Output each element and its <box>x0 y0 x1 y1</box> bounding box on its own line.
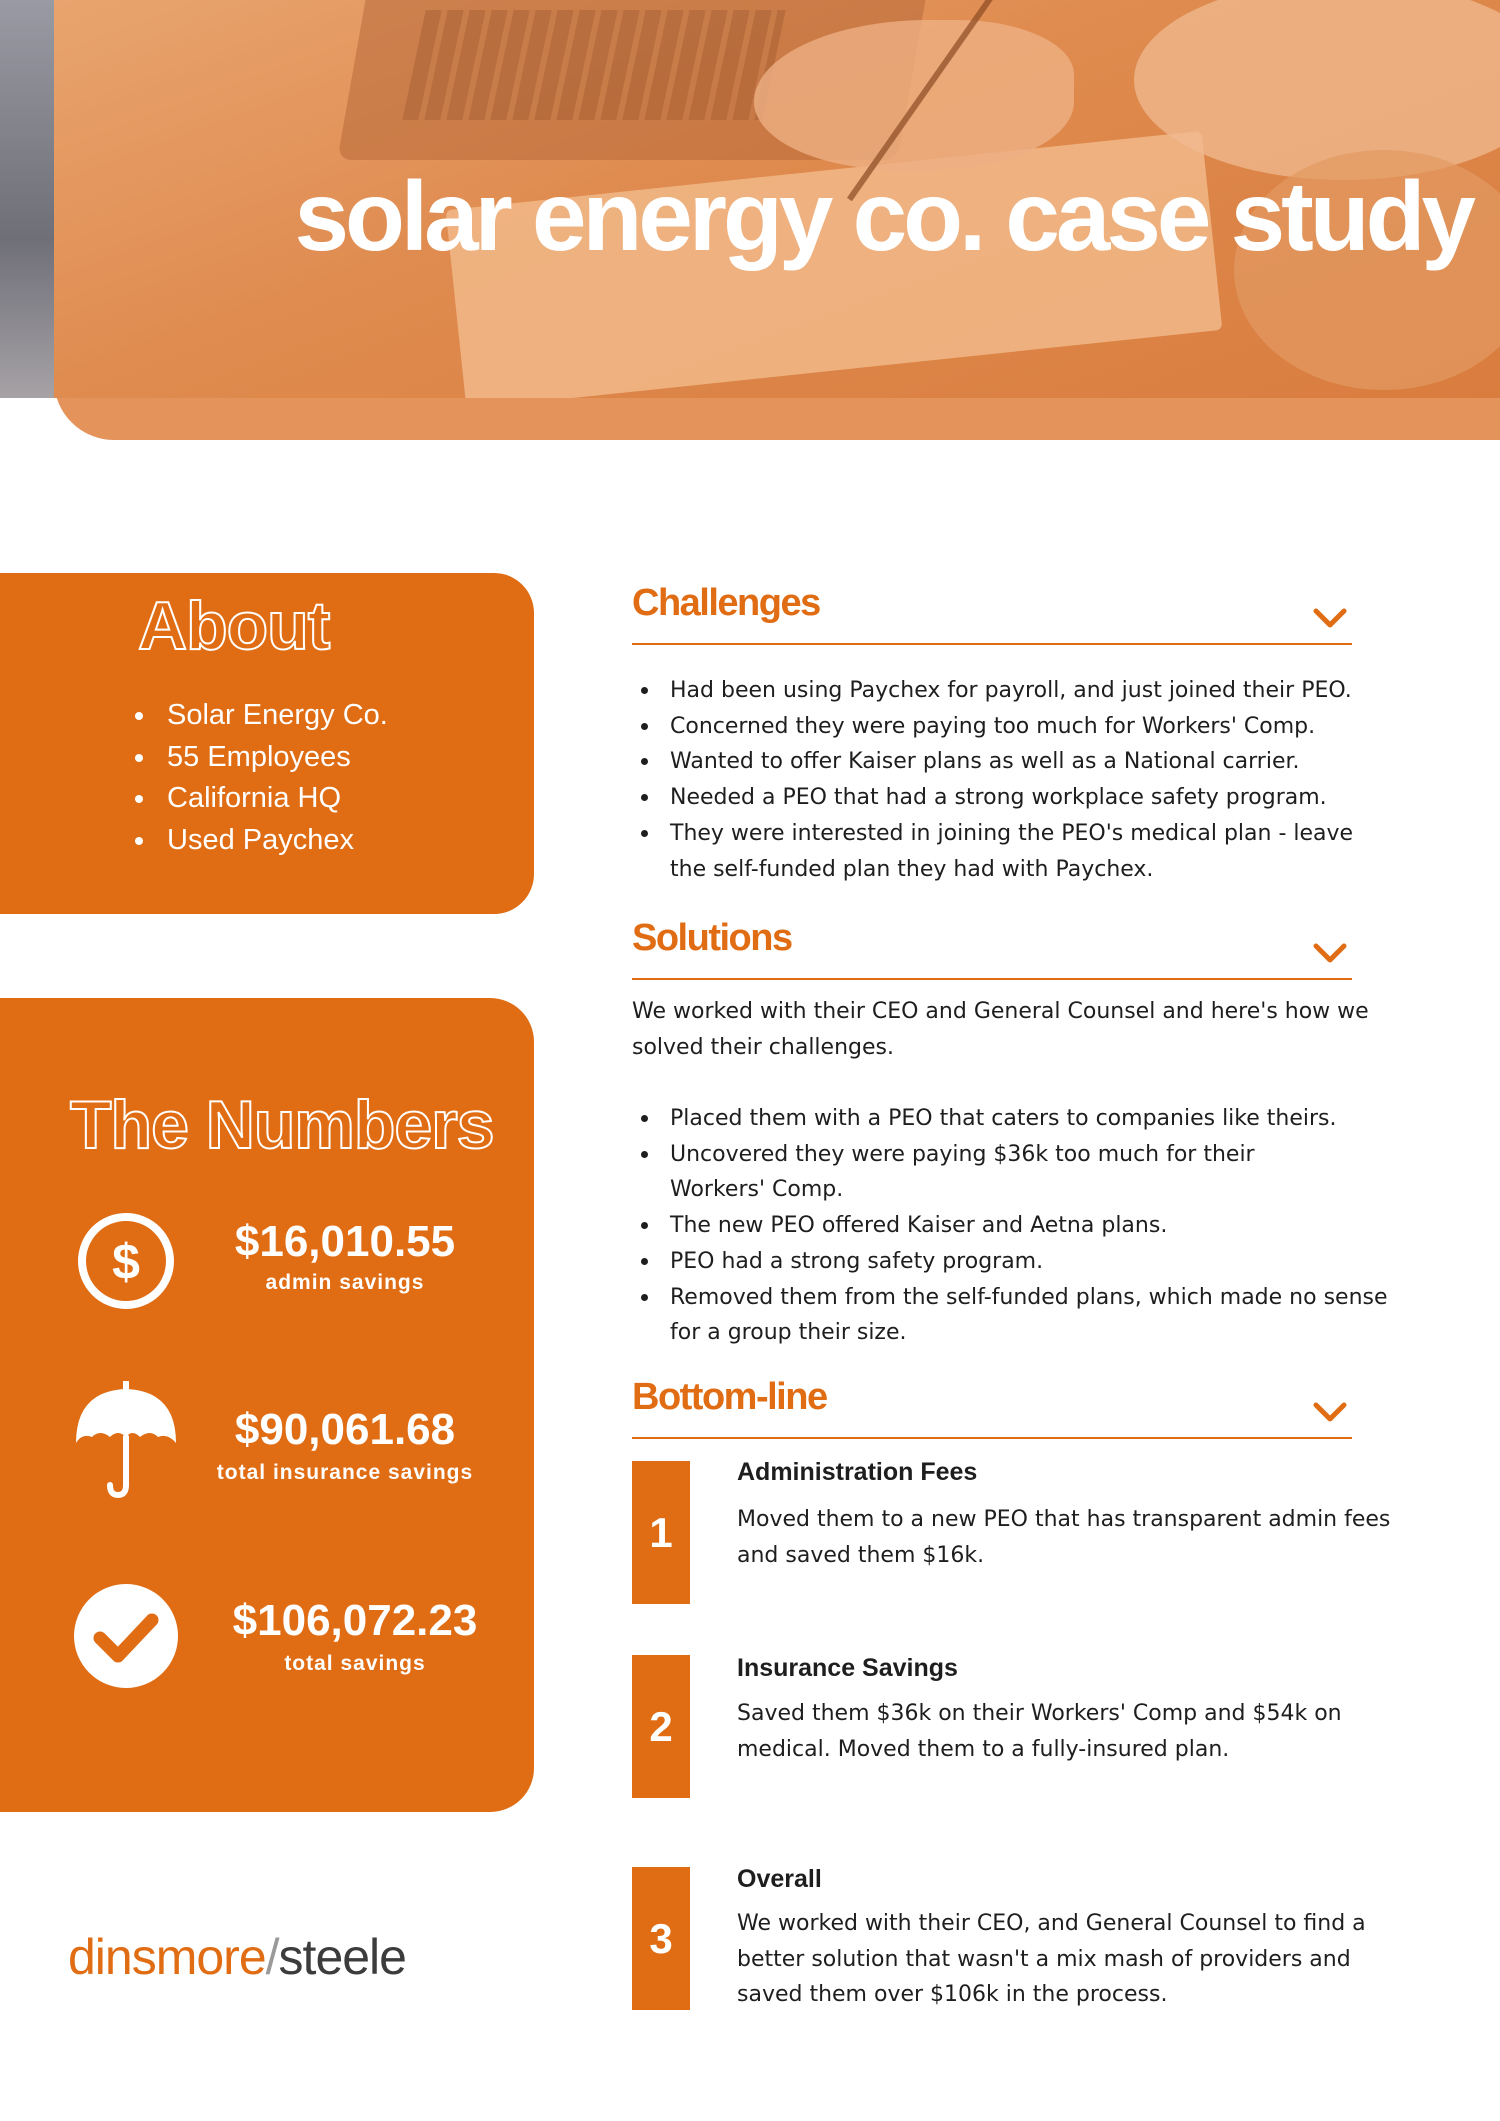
about-card <box>0 573 534 914</box>
about-item: 55 Employees <box>135 737 388 779</box>
step-title: Overall <box>737 1865 822 1893</box>
list-item: Wanted to offer Kaiser plans as well as a National carrier. <box>636 744 1406 780</box>
step-text: Saved them $36k on their Workers' Comp and $54k on medical. Moved them to a fully-insured plan. <box>737 1701 1342 1762</box>
numbers-heading: The Numbers <box>70 1087 494 1163</box>
section-title: Solutions <box>632 917 792 959</box>
list-item: Concerned they were paying too much for Workers' Comp. <box>636 709 1406 745</box>
challenges-header[interactable] <box>632 573 1352 645</box>
bottomline-header[interactable] <box>632 1367 1352 1439</box>
list-item: Uncovered they were paying $36k too much for their Workers' Comp. <box>636 1137 1356 1208</box>
about-item: Used Paychex <box>135 820 388 862</box>
numbers-card <box>0 998 534 1812</box>
step-number-badge: 3 <box>632 1867 690 2010</box>
challenges-list <box>636 673 1406 887</box>
hero-side-photo <box>0 0 54 398</box>
list-item: The new PEO offered Kaiser and Aetna plans. <box>636 1208 1406 1244</box>
brand-slash: / <box>265 1929 279 1985</box>
list-item: PEO had a strong safety program. <box>636 1244 1406 1280</box>
chevron-down-icon[interactable] <box>1312 1399 1348 1425</box>
solutions-intro: We worked with their CEO and General Counsel and here's how we solved their challenges. <box>632 999 1369 1060</box>
list-item: Removed them from the self-funded plans, which made no sense for a group their size. <box>636 1280 1396 1351</box>
list-item: Had been using Paychex for payroll, and just joined their PEO. <box>636 673 1406 709</box>
section-title: Challenges <box>632 582 820 624</box>
list-item: Placed them with a PEO that caters to companies like theirs. <box>636 1101 1406 1137</box>
stat-value: $16,010.55 <box>234 1217 456 1266</box>
step-title: Administration Fees <box>737 1458 978 1486</box>
checkmark-icon <box>72 1582 180 1690</box>
page-title: solar energy co. case study <box>294 161 1472 271</box>
stat-label: total insurance savings <box>216 1461 474 1484</box>
brand-part2: steele <box>278 1929 406 1985</box>
solutions-list <box>636 1101 1406 1351</box>
dollar-icon <box>72 1207 180 1315</box>
about-item: California HQ <box>135 778 388 820</box>
stat-label: total savings <box>284 1652 426 1675</box>
section-title: Bottom-line <box>632 1376 827 1418</box>
about-heading: About <box>138 588 330 664</box>
stat-label: admin savings <box>265 1271 425 1294</box>
step-number-badge: 1 <box>632 1461 690 1604</box>
stat-value: $90,061.68 <box>234 1405 456 1454</box>
chevron-down-icon[interactable] <box>1312 605 1348 631</box>
stat-value: $106,072.23 <box>232 1596 478 1645</box>
svg-text:$: $ <box>112 1234 140 1290</box>
step-text: Moved them to a new PEO that has transparent admin fees and saved them $16k. <box>737 1507 1391 1568</box>
brand-part1: dinsmore <box>68 1929 266 1985</box>
list-item: Needed a PEO that had a strong workplace safety program. <box>636 780 1406 816</box>
step-title: Insurance Savings <box>737 1654 958 1682</box>
about-item: Solar Energy Co. <box>135 695 388 737</box>
list-item: They were interested in joining the PEO's medical plan - leave the self-funded plan they had with Paychex. <box>636 816 1376 887</box>
chevron-down-icon[interactable] <box>1312 940 1348 966</box>
step-number-badge: 2 <box>632 1655 690 1798</box>
about-list <box>135 695 388 861</box>
umbrella-icon <box>72 1381 180 1499</box>
brand-logo <box>68 1928 406 1986</box>
solutions-header[interactable] <box>632 908 1352 980</box>
step-text: We worked with their CEO, and General Counsel to find a better solution that wasn't a mix mash of providers and saved them over $106k in the process. <box>737 1911 1366 2008</box>
